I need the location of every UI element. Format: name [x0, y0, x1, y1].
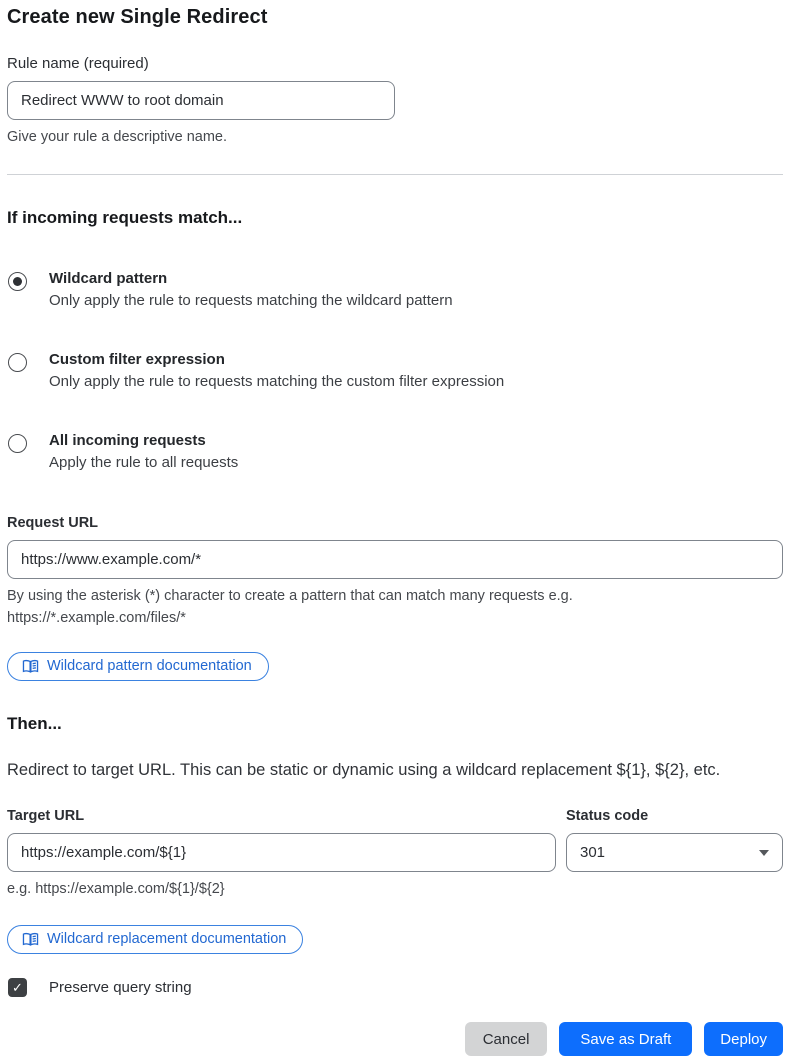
save-as-draft-button[interactable]: Save as Draft [559, 1022, 692, 1056]
radio-description: Apply the rule to all requests [49, 453, 239, 471]
radio-description: Only apply the rule to requests matching the wildcard pattern [49, 291, 453, 309]
match-section-heading: If incoming requests match... [7, 207, 243, 227]
radio-unselected-icon[interactable] [8, 353, 27, 372]
status-code-label: Status code [566, 808, 649, 825]
page-title: Create new Single Redirect [7, 6, 268, 28]
status-code-value: 301 [580, 844, 606, 862]
rule-name-label: Rule name (required) [7, 55, 149, 72]
target-url-field [7, 808, 556, 901]
doc-button-label: Wildcard pattern documentation [47, 658, 252, 675]
request-url-input[interactable] [7, 540, 783, 579]
deploy-button[interactable]: Deploy [704, 1022, 783, 1056]
then-section-heading: Then... [7, 714, 62, 734]
radio-unselected-icon[interactable] [8, 434, 27, 453]
match-options-group [7, 270, 783, 471]
radio-label: Wildcard pattern [49, 269, 168, 287]
preserve-query-label: Preserve query string [49, 979, 192, 996]
target-url-input[interactable] [7, 833, 556, 872]
book-icon [22, 659, 39, 674]
target-url-label: Target URL [7, 808, 85, 825]
radio-label: All incoming requests [49, 431, 206, 449]
chevron-down-icon [759, 850, 769, 856]
request-url-field [7, 515, 783, 682]
radio-option-all-requests[interactable] [7, 432, 783, 471]
cancel-button[interactable]: Cancel [465, 1022, 548, 1056]
radio-option-wildcard-pattern[interactable] [7, 270, 783, 309]
rule-name-help: Give your rule a descriptive name. [7, 129, 228, 145]
radio-description: Only apply the rule to requests matching the custom filter expression [49, 372, 505, 390]
status-code-field [566, 808, 783, 872]
preserve-query-row[interactable] [7, 978, 783, 997]
target-status-row [7, 808, 783, 901]
wildcard-replacement-doc-button[interactable] [7, 925, 303, 954]
then-description: Redirect to target URL. This can be static or dynamic using a wildcard replacement ${1}, ${2}, etc. [7, 761, 721, 780]
request-url-label: Request URL [7, 514, 99, 531]
rule-name-input[interactable] [7, 81, 395, 120]
radio-label: Custom filter expression [49, 350, 225, 368]
checkbox-checked-icon[interactable]: ✓ [8, 978, 27, 997]
section-divider [7, 174, 783, 175]
status-code-select[interactable] [566, 833, 783, 872]
book-icon [22, 932, 39, 947]
wildcard-pattern-doc-button[interactable] [7, 652, 269, 681]
target-url-help: e.g. https://example.com/${1}/${2} [7, 881, 225, 898]
rule-name-field [7, 55, 783, 149]
radio-selected-icon[interactable] [8, 272, 27, 291]
doc-button-label: Wildcard replacement documentation [47, 931, 287, 947]
form-actions [7, 1022, 783, 1056]
request-url-help: By using the asterisk (*) character to create a pattern that can match many requests e.g. https://*.example.com/files/* [7, 587, 573, 626]
radio-option-custom-filter[interactable] [7, 351, 783, 390]
